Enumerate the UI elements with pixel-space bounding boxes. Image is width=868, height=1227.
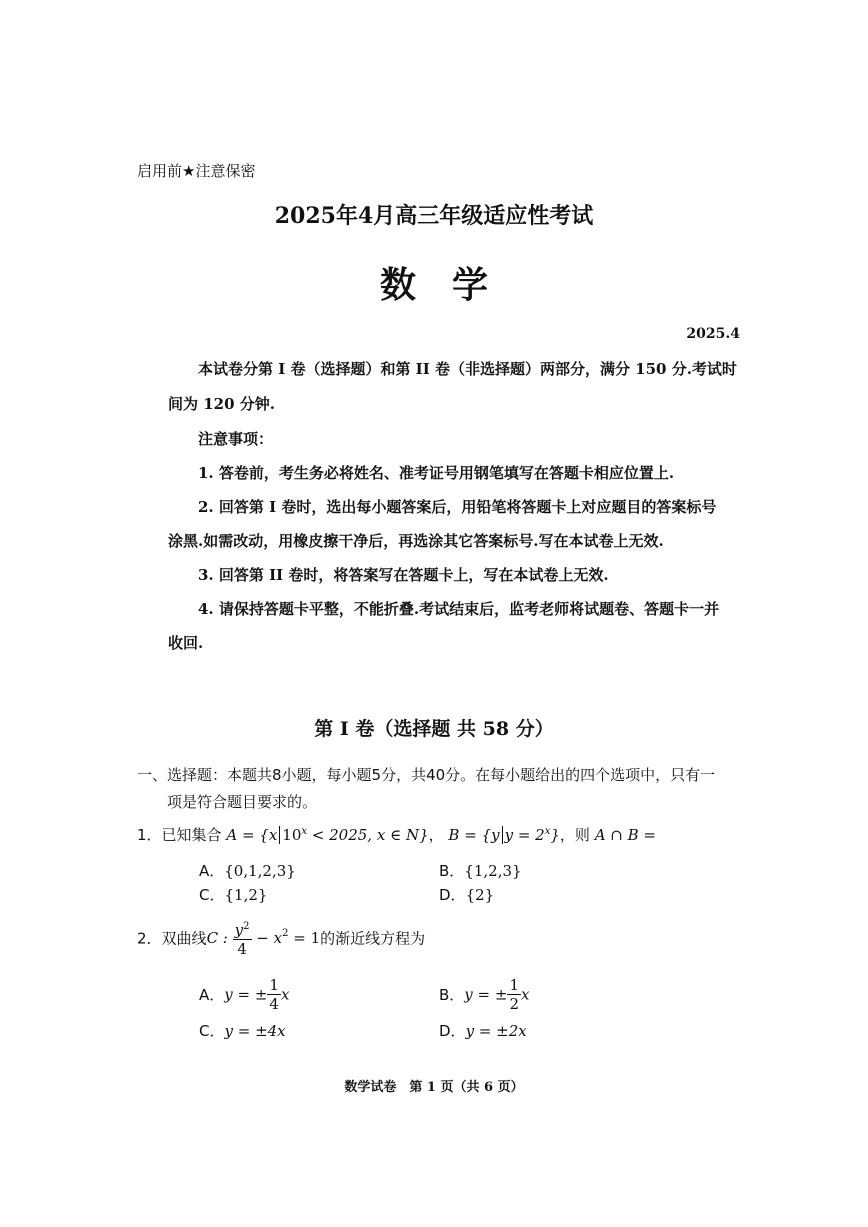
option-label: C．: [199, 886, 225, 904]
question-1-stem: [137, 824, 656, 845]
confidential-label: 启用前★注意保密: [137, 162, 256, 180]
option-label: D．: [439, 886, 466, 904]
fraction: [233, 918, 252, 958]
option-value: {0,1,2,3}: [224, 862, 296, 880]
exam-title: 2025年4月高三年级适应性考试: [274, 203, 594, 229]
option-d[interactable]: [439, 884, 494, 905]
separator: ，: [428, 826, 444, 844]
set-a-condition: 10: [282, 826, 302, 844]
option-expression: x: [280, 985, 290, 1004]
note-item-4-line-2: 收回.: [168, 634, 204, 652]
fraction-numerator: 1: [269, 976, 279, 994]
option-label: A．: [199, 986, 225, 1004]
option-b[interactable]: [439, 860, 522, 881]
curve-name: C :: [206, 929, 228, 947]
option-value: {2}: [465, 886, 495, 904]
note-item-2-line-1: 2. 回答第 I 卷时，选出每小题答案后，用铅笔将答题卡上对应题目的答案标号: [198, 498, 717, 516]
option-d[interactable]: [439, 1020, 527, 1041]
fraction-numerator: 1: [509, 976, 519, 994]
fraction: [507, 976, 521, 1013]
set-a-rest: < 2025, x ∈ N}: [307, 826, 429, 844]
part-instruction-line-2: 项是符合题目要求的。: [167, 793, 318, 811]
intro-line-2: 间为 120 分钟.: [168, 395, 275, 413]
question-text: ，则: [559, 826, 590, 844]
option-label: A．: [199, 862, 225, 880]
rest-exponent: 2: [282, 928, 289, 939]
part-instruction-line-1: 一、选择题：本题共8小题，每小题5分，共40分。在每小题给出的四个选项中，只有一: [137, 766, 716, 784]
option-b[interactable]: [439, 976, 529, 1013]
option-value: {1,2}: [224, 886, 268, 904]
numerator-exponent: 2: [243, 921, 250, 932]
set-b-exponent: x: [544, 826, 551, 837]
fraction-denominator: 4: [237, 940, 247, 958]
note-item-3: 3. 回答第 II 卷时，将答案写在答题卡上，写在本试卷上无效.: [198, 566, 609, 584]
question-2-stem: [137, 918, 425, 958]
option-expression: y = ±: [464, 985, 508, 1004]
fraction-numerator: y: [234, 921, 244, 939]
option-a[interactable]: [199, 860, 296, 881]
subject-title: 数学: [379, 264, 524, 306]
set-b-open: B = {y: [448, 826, 500, 844]
option-label: B．: [439, 862, 465, 880]
equation-equals: = 1: [288, 929, 321, 947]
option-a[interactable]: [199, 976, 289, 1013]
option-label: B．: [439, 986, 465, 1004]
question-number: 1．: [137, 826, 162, 844]
equation-rest: − x: [256, 929, 283, 947]
option-expression: x: [521, 985, 530, 1004]
exam-date: 2025.4: [686, 326, 740, 342]
page-footer: 数学试卷 第 1 页（共 6 页）: [344, 1080, 524, 1095]
option-expression: y = ±2x: [465, 1022, 527, 1040]
set-b-condition: y = 2: [504, 826, 545, 844]
section-title: 第 I 卷（选择题 共 58 分）: [314, 718, 554, 740]
question-text: 已知集合: [161, 826, 222, 844]
set-divider: [502, 826, 503, 844]
option-label: D．: [439, 1022, 466, 1040]
question-number: 2．: [137, 929, 162, 948]
option-c[interactable]: [199, 884, 267, 905]
fraction: [267, 976, 281, 1013]
set-divider: [279, 826, 280, 844]
question-text: 的渐近线方程为: [320, 929, 426, 948]
set-a-open: A = {x: [226, 826, 278, 844]
option-c[interactable]: [199, 1020, 286, 1041]
fraction-denominator: 2: [509, 995, 519, 1013]
note-item-2-line-2: 涂黑.如需改动，用橡皮擦干净后，再选涂其它答案标号.写在本试卷上无效.: [168, 532, 664, 550]
option-expression: y = ±: [224, 985, 268, 1004]
fraction-denominator: 4: [269, 995, 279, 1013]
option-value: {1,2,3}: [464, 862, 522, 880]
option-expression: y = ±4x: [224, 1022, 286, 1040]
note-item-1: 1. 答卷前，考生务必将姓名、准考证号用钢笔填写在答题卡相应位置上.: [198, 464, 675, 482]
set-a-exponent: x: [301, 826, 308, 837]
set-b-close: }: [550, 826, 560, 844]
note-item-4-line-1: 4. 请保持答题卡平整，不能折叠.考试结束后，监考老师将试题卷、答题卡一并: [198, 600, 720, 618]
option-label: C．: [199, 1022, 225, 1040]
intersection-expression: A ∩ B =: [594, 826, 656, 844]
question-text: 双曲线: [161, 929, 207, 948]
intro-line-1: 本试卷分第 I 卷（选择题）和第 II 卷（非选择题）两部分，满分 150 分.考试时: [198, 360, 737, 378]
notes-heading: 注意事项：: [198, 430, 274, 448]
